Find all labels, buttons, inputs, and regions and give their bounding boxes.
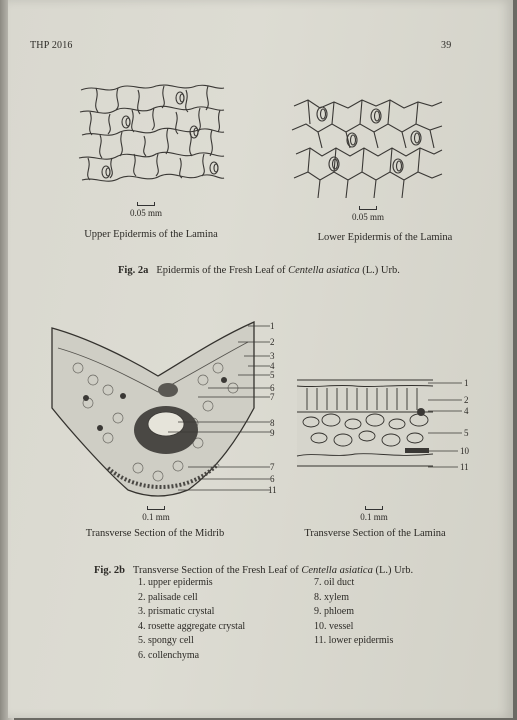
legend-item: 11. lower epidermis [314,635,394,647]
lamina-leader-lines [428,380,462,470]
legend-item: 9. phloem [314,606,354,618]
legend-item: 1. upper epidermis [138,577,213,588]
midrib-label: 8 [270,418,275,428]
lower-epidermis-drawing [290,94,445,204]
midrib-scale: 0.1 mm [126,506,186,522]
lamina-scale: 0.1 mm [344,506,404,522]
fig-2a-label: Fig. 2a [118,265,149,276]
lamina-label: 1 [464,378,469,388]
lamina-section-drawing [295,376,435,470]
lamina-label: 5 [464,428,469,438]
lamina-label: 11 [460,462,469,472]
midrib-label: 5 [270,370,275,380]
upper-epidermis-drawing [76,80,226,195]
legend-left [138,576,245,664]
lamina-label: 4 [464,406,469,416]
fig-2a-caption: Fig. 2a Epidermis of the Fresh Leaf of Centella asiatica (L.) Urb. [118,265,400,276]
fig-2b-caption: Fig. 2b Transverse Section of the Fresh Leaf of Centella asiatica (L.) Urb. [94,565,414,576]
upper-epidermis-scale: 0.05 mm [116,202,176,218]
lamina-label: 2 [464,395,469,405]
legend-item: 6. collenchyma [138,649,200,661]
midrib-caption: Transverse Section of the Midrib [85,528,225,539]
midrib-label: 1 [270,321,275,331]
midrib-label: 7 [270,462,275,472]
lower-epidermis-caption: Lower Epidermis of the Lamina [317,232,453,243]
legend-right [314,576,393,649]
midrib-label: 9 [270,428,275,438]
midrib-label: 2 [270,337,275,347]
midrib-leader-lines [158,320,270,500]
legend-item: 4. rosette aggregate crystal [138,620,246,632]
legend-item: 3. prismatic crystal [138,606,215,618]
midrib-label: 6 [270,474,275,484]
legend-item: 7. oil duct [314,577,355,588]
midrib-label: 6 [270,383,275,393]
upper-epidermis-caption: Upper Epidermis of the Lamina [84,229,218,240]
midrib-label: 3 [270,351,275,361]
midrib-label: 7 [270,392,275,402]
book-page [8,0,513,718]
lamina-caption: Transverse Section of the Lamina [304,528,446,539]
legend-item: 2. palisade cell [138,591,198,603]
legend-item: 10. vessel [314,620,354,632]
legend-item: 5. spongy cell [138,635,194,647]
midrib-label: 4 [270,361,275,371]
lamina-label: 10 [460,446,469,456]
lower-epidermis-scale: 0.05 mm [338,206,398,222]
fig-2b-label: Fig. 2b [94,565,125,576]
running-header: THP 2016 [30,40,73,51]
midrib-label: 11 [268,485,277,495]
page-number: 39 [441,40,452,51]
legend-item: 8. xylem [314,591,349,603]
